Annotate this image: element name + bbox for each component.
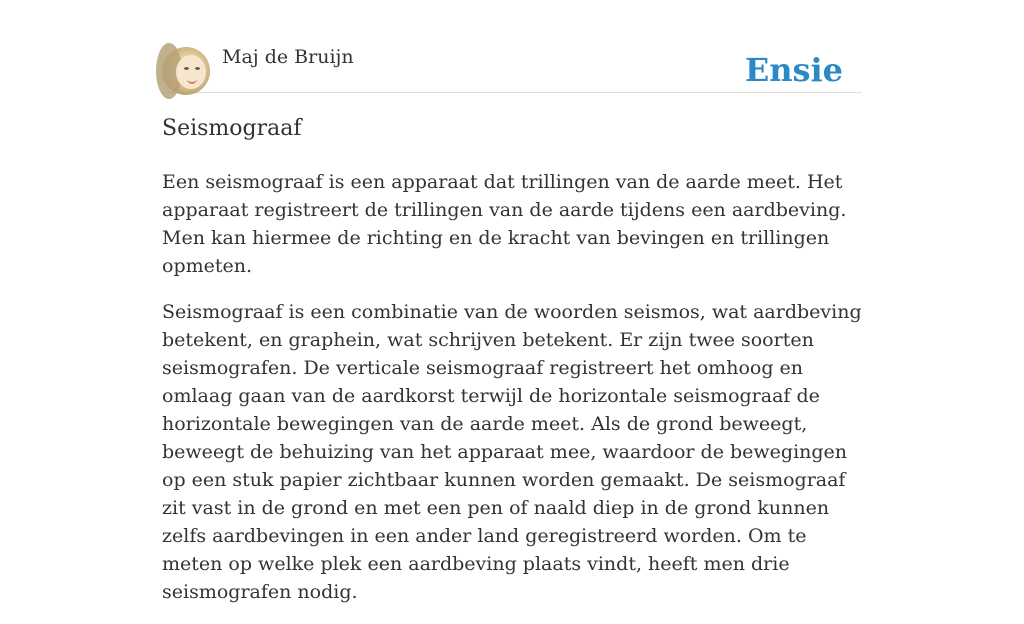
avatar-eye-right	[195, 67, 200, 70]
paragraph: Seismograaf is een combinatie van de woorden seismos, wat aardbeving betekent, en graphein, wat schrijven betekent. Er zijn twee soorten seismografen. De verticale seismograaf registreert het omhoog en omlaag gaan van de aardkorst terwijl de horizontale seismograaf de horizontale bewegingen van de aarde meet. Als de grond beweegt, beweegt de behuizing van het apparaat mee, waardoor de bewegingen op een stuk papier zichtbaar kunnen worden gemaakt. De seismograaf zit vast in de grond en met een pen of naald diep in de grond kunnen zelfs aardbevingen in een ander land geregistreerd worden. Om te meten op welke plek een aardbeving plaats vindt, heeft men drie seismografen nodig.	[162, 301, 862, 603]
article-title: Seismograaf	[162, 116, 302, 141]
article-body	[162, 168, 862, 624]
brand-logo[interactable]: Ensie	[744, 51, 843, 89]
avatar-eye-left	[184, 67, 189, 70]
paragraph: Een seismograaf is een apparaat dat trillingen van de aarde meet. Het apparaat registreert de trillingen van de aarde tijdens een aardbeving. Men kan hiermee de richting en de kracht van bevingen en trillingen opmeten.	[162, 171, 847, 277]
header	[162, 46, 862, 93]
author-name[interactable]: Maj de Bruijn	[222, 46, 354, 68]
author-avatar[interactable]	[162, 47, 210, 95]
